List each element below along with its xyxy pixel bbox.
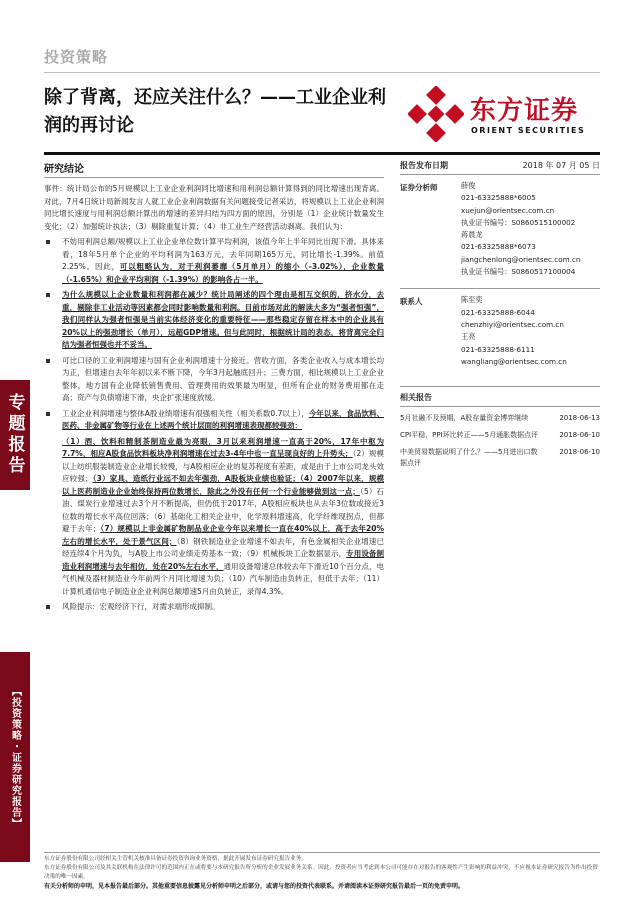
logo-chinese-name: 东方证券 xyxy=(470,96,579,126)
bullet-average-profit xyxy=(44,236,384,286)
contact-block xyxy=(400,294,600,368)
detail-text: （2）规模以上纺织服装制造业企业增长较慢，与A股相应企业的复苏程度有差距，或是由于上市公司龙头效应较强； xyxy=(62,449,384,483)
contact-list xyxy=(461,294,600,368)
bullet-text: 不妨用利润总额/规模以上工业企业单位数计算平均利润，该值今年上半年同比出现下滑。具体来看，18年5月单个企业的平均利润为163万元，去年同期165万元，同比增长-1.39%。前值2.25%。因此， xyxy=(62,237,384,271)
related-report-item[interactable] xyxy=(400,413,600,424)
event-intro: 事件：统计局公布的5月规模以上工业企业利润同比增速和用利润总额计算得到的同比增速出现背离。对此，7月4日统计局新闻发言人就工业企业利润数据有关问题接受记者采访，将规模以上工业企业利润同比增长速度与用利润总额计算出的增速的差异归结为四方面的原因，分别是（1）企业统计数量发生变化；（2）加强统计执法；（3）剔除重复计算；（4）非工业生产经营活动剥离。我们认为： xyxy=(44,184,384,231)
contact-phone: 021-63325888-6111 xyxy=(461,344,535,354)
detail-highlight: 专用设备制造业利润增速与去年相仿，处在20%左右水平， xyxy=(62,549,385,571)
detail-text: （5）石油、煤炭行业增速过去3个月不断提高，但仍低于2017年，A股相应板块也从去年3位数或接近3位数的增长水平高位回落；（6）基础化工相关企业中，化学原料增速高，化学纤维现拐点，但都避于去年； xyxy=(62,486,384,533)
contact-name: 陈至奕 xyxy=(461,295,483,305)
header-divider xyxy=(44,152,600,155)
research-conclusion-section xyxy=(44,160,384,614)
divider xyxy=(400,174,600,175)
bullet-risk-warning: 风险提示：宏观经济下行，对需求端形成抑制。 xyxy=(44,601,384,614)
disclaimer-line: 东方证券股份有限公司及其关联机构在法律许可的范围内正在或将要与本研究报告所分析的企业发展业务关系。因此，投资者应当考虑到本公司可能存在对报告的客观性产生影响的利益冲突，不应视本证券研究报告为作出投资决策的唯一因素。 xyxy=(44,865,598,880)
analyst-list xyxy=(461,180,600,278)
related-report-title: CPI平稳，PPI环比转正——5月通胀数据点评 xyxy=(400,431,539,440)
analyst-license: 执业证书编号：S0860515100002 xyxy=(461,217,576,227)
analyst-license: 执业证书编号：S0860517100004 xyxy=(461,267,576,277)
contact-email[interactable]: chenzhiyi@orientsec.com.cn xyxy=(461,319,564,329)
bullet-highlight: 今年以来，食品饮料、医药、非金属矿物等行业在上述两个统计层面的利润增速表现都较强劲： xyxy=(62,408,385,430)
contact-label: 联系人 xyxy=(400,297,423,307)
company-logo xyxy=(408,86,598,146)
sidebar-report-type-label: 专题报告 xyxy=(4,393,25,477)
related-report-date: 2018-06-13 xyxy=(559,414,600,423)
disclaimer-line: 东方证券股份有限公司经相关主管机关核准具备证券投资咨询业务资格，据此开展发布证券研究报告业务。 xyxy=(44,856,307,862)
detail-highlight: （1）酒、饮料和精制茶制造业最为亮眼，3月以来利润增速一直高于20%，17年中枢为7.7%，相应A股食品饮料板块净利润增速在过去3-4年中也一直呈现良好的上升势头； xyxy=(62,436,384,458)
logo-flower-icon xyxy=(408,86,464,142)
analyst-email[interactable]: xuejun@orientsec.com.cn xyxy=(461,205,555,215)
footer-disclaimer xyxy=(44,855,600,891)
analyst-email[interactable]: jiangchenlong@orientsec.com.cn xyxy=(461,254,581,264)
bullet-highlight: 可以粗略认为，对于利润萎靡（5月单月）的缩小（-3.02%），企业数量（-1.65%）和企业平均利润（-1.39%）的影响各占一半。 xyxy=(62,262,384,284)
bullet-text: 工业企业利润增速与整体A股业绩增速有很强相关性（相关系数0.7以上）， xyxy=(62,408,309,418)
bullet-highlight: 为什么规模以上企业数量和利润都在减少？统计局阐述的四个理由是相互交织的，挤水分，去重，剔除非工业活动等因素都会同时影响数量和利润。 xyxy=(62,290,384,312)
report-title: 除了背离，还应关注什么？——工业企业利润的再讨论 xyxy=(44,87,386,136)
related-report-date: 2018-06-10 xyxy=(559,431,600,440)
bullet-why-decline xyxy=(44,289,384,352)
contact-phone: 021-63325888-6044 xyxy=(461,307,535,317)
sidebar-report-type xyxy=(0,380,30,490)
publish-date-row xyxy=(400,160,600,171)
section-heading: 研究结论 xyxy=(44,160,384,178)
related-report-title: 中美贸易数据说明了什么？——5月进出口数据点评 xyxy=(400,448,538,468)
related-report-item[interactable] xyxy=(400,447,600,469)
contact-name: 王亮 xyxy=(461,332,476,342)
footer-divider xyxy=(44,852,600,853)
bullet-highlight: 目前市场对此的解读大多为“强者恒强”，我们同样认为强者恒强是当前实体经济变化的重要特征——那些稳定存留在样本中的企业具有20%以上的强劲增长（单月），远超GDP增速。 xyxy=(62,302,385,337)
bullet-a-share-correlation xyxy=(44,408,384,433)
sidebar-report-series-label: 【投资策略・证券研究报告】 xyxy=(9,685,21,829)
related-report-date: 2018-06-10 xyxy=(559,448,600,457)
logo-english-name: ORIENT SECURITIES xyxy=(471,126,586,135)
industry-detail xyxy=(44,436,384,599)
detail-highlight: （4）2007年以来，规模以上医药制造业企业始终保持两位数增长，除此之外没有任何一个行业能够做到这一点； xyxy=(62,474,385,496)
publish-date-label: 报告发布日期 xyxy=(400,161,448,170)
report-category: 投资策略 xyxy=(44,48,109,66)
divider xyxy=(400,406,600,407)
sidebar-report-series xyxy=(0,652,30,862)
detail-text: 通用设备增速总体较去年下滑近10个百分点，电气机械及器材制造业今年前两个月同比增速为负；（10）汽车制造由负转正，但低于去年；（11）计算机通信电子制造业企业利润总额增速5月由负转正，录得4.3%。 xyxy=(62,561,384,596)
detail-highlight: （7）规模以上非金属矿物制品业企业今年以来增长一直在40%以上，高于去年20%左右的增长水平，处于景气区间； xyxy=(62,524,384,546)
detail-text: （8）钢铁制造业企业增速不如去年，有色金属相关企业增速已经连续4个月为负，与A股上市公司业绩走势基本一致；（9）机械板块工企数据显示， xyxy=(62,536,384,558)
analyst-label: 证券分析师 xyxy=(400,183,438,192)
related-reports-label: 相关报告 xyxy=(400,393,432,403)
publish-date-value: 2018 年 07 月 05 日 xyxy=(522,161,600,170)
detail-highlight: （3）家具、造纸行业远不如去年强劲，A股板块业绩也验证； xyxy=(92,474,300,483)
divider xyxy=(400,386,600,387)
related-report-title: 5月社融不及预期，A股存量资金博弈继续 xyxy=(400,414,529,423)
analyst-name: 薛俊 xyxy=(461,181,476,190)
related-report-item[interactable] xyxy=(400,430,600,441)
bullet-state-owned: 可比口径的工业利润增速与国有企业利润增速十分接近。营收方面，各类企业收入与成本增长均为正，但增速自去年年初以来不断下降，今年3月起触底回升；三费方面，相比规模以上工业企业整体，地方国有企业降低销售费用、管理费用的效果最为明显，但所有企业的财务费用都在走高；资产与负债增速下滑，央企扩张速度放缓。 xyxy=(44,355,384,405)
right-info-panel xyxy=(400,160,600,469)
divider xyxy=(400,288,600,289)
analyst-phone: 021-63325888*6073 xyxy=(461,242,536,252)
top-divider xyxy=(44,72,600,73)
contact-email[interactable]: wangliang@orientsec.com.cn xyxy=(461,356,567,366)
analyst-phone: 021-63325888*6005 xyxy=(461,193,536,203)
analyst-block xyxy=(400,180,600,278)
disclaimer-line: 有关分析师的申明，见本报告最后部分。其他重要信息披露见分析师申明之后部分，或请与您的投资代表联系。并请阅读本证券研究报告最后一页的免责申明。 xyxy=(44,883,465,890)
bullet-highlight: 但与此同时，根据统计局的表态，将背离完全归结为强者恒强也并不妥当。 xyxy=(62,327,384,349)
analyst-name: 蒋晨龙 xyxy=(461,230,483,240)
